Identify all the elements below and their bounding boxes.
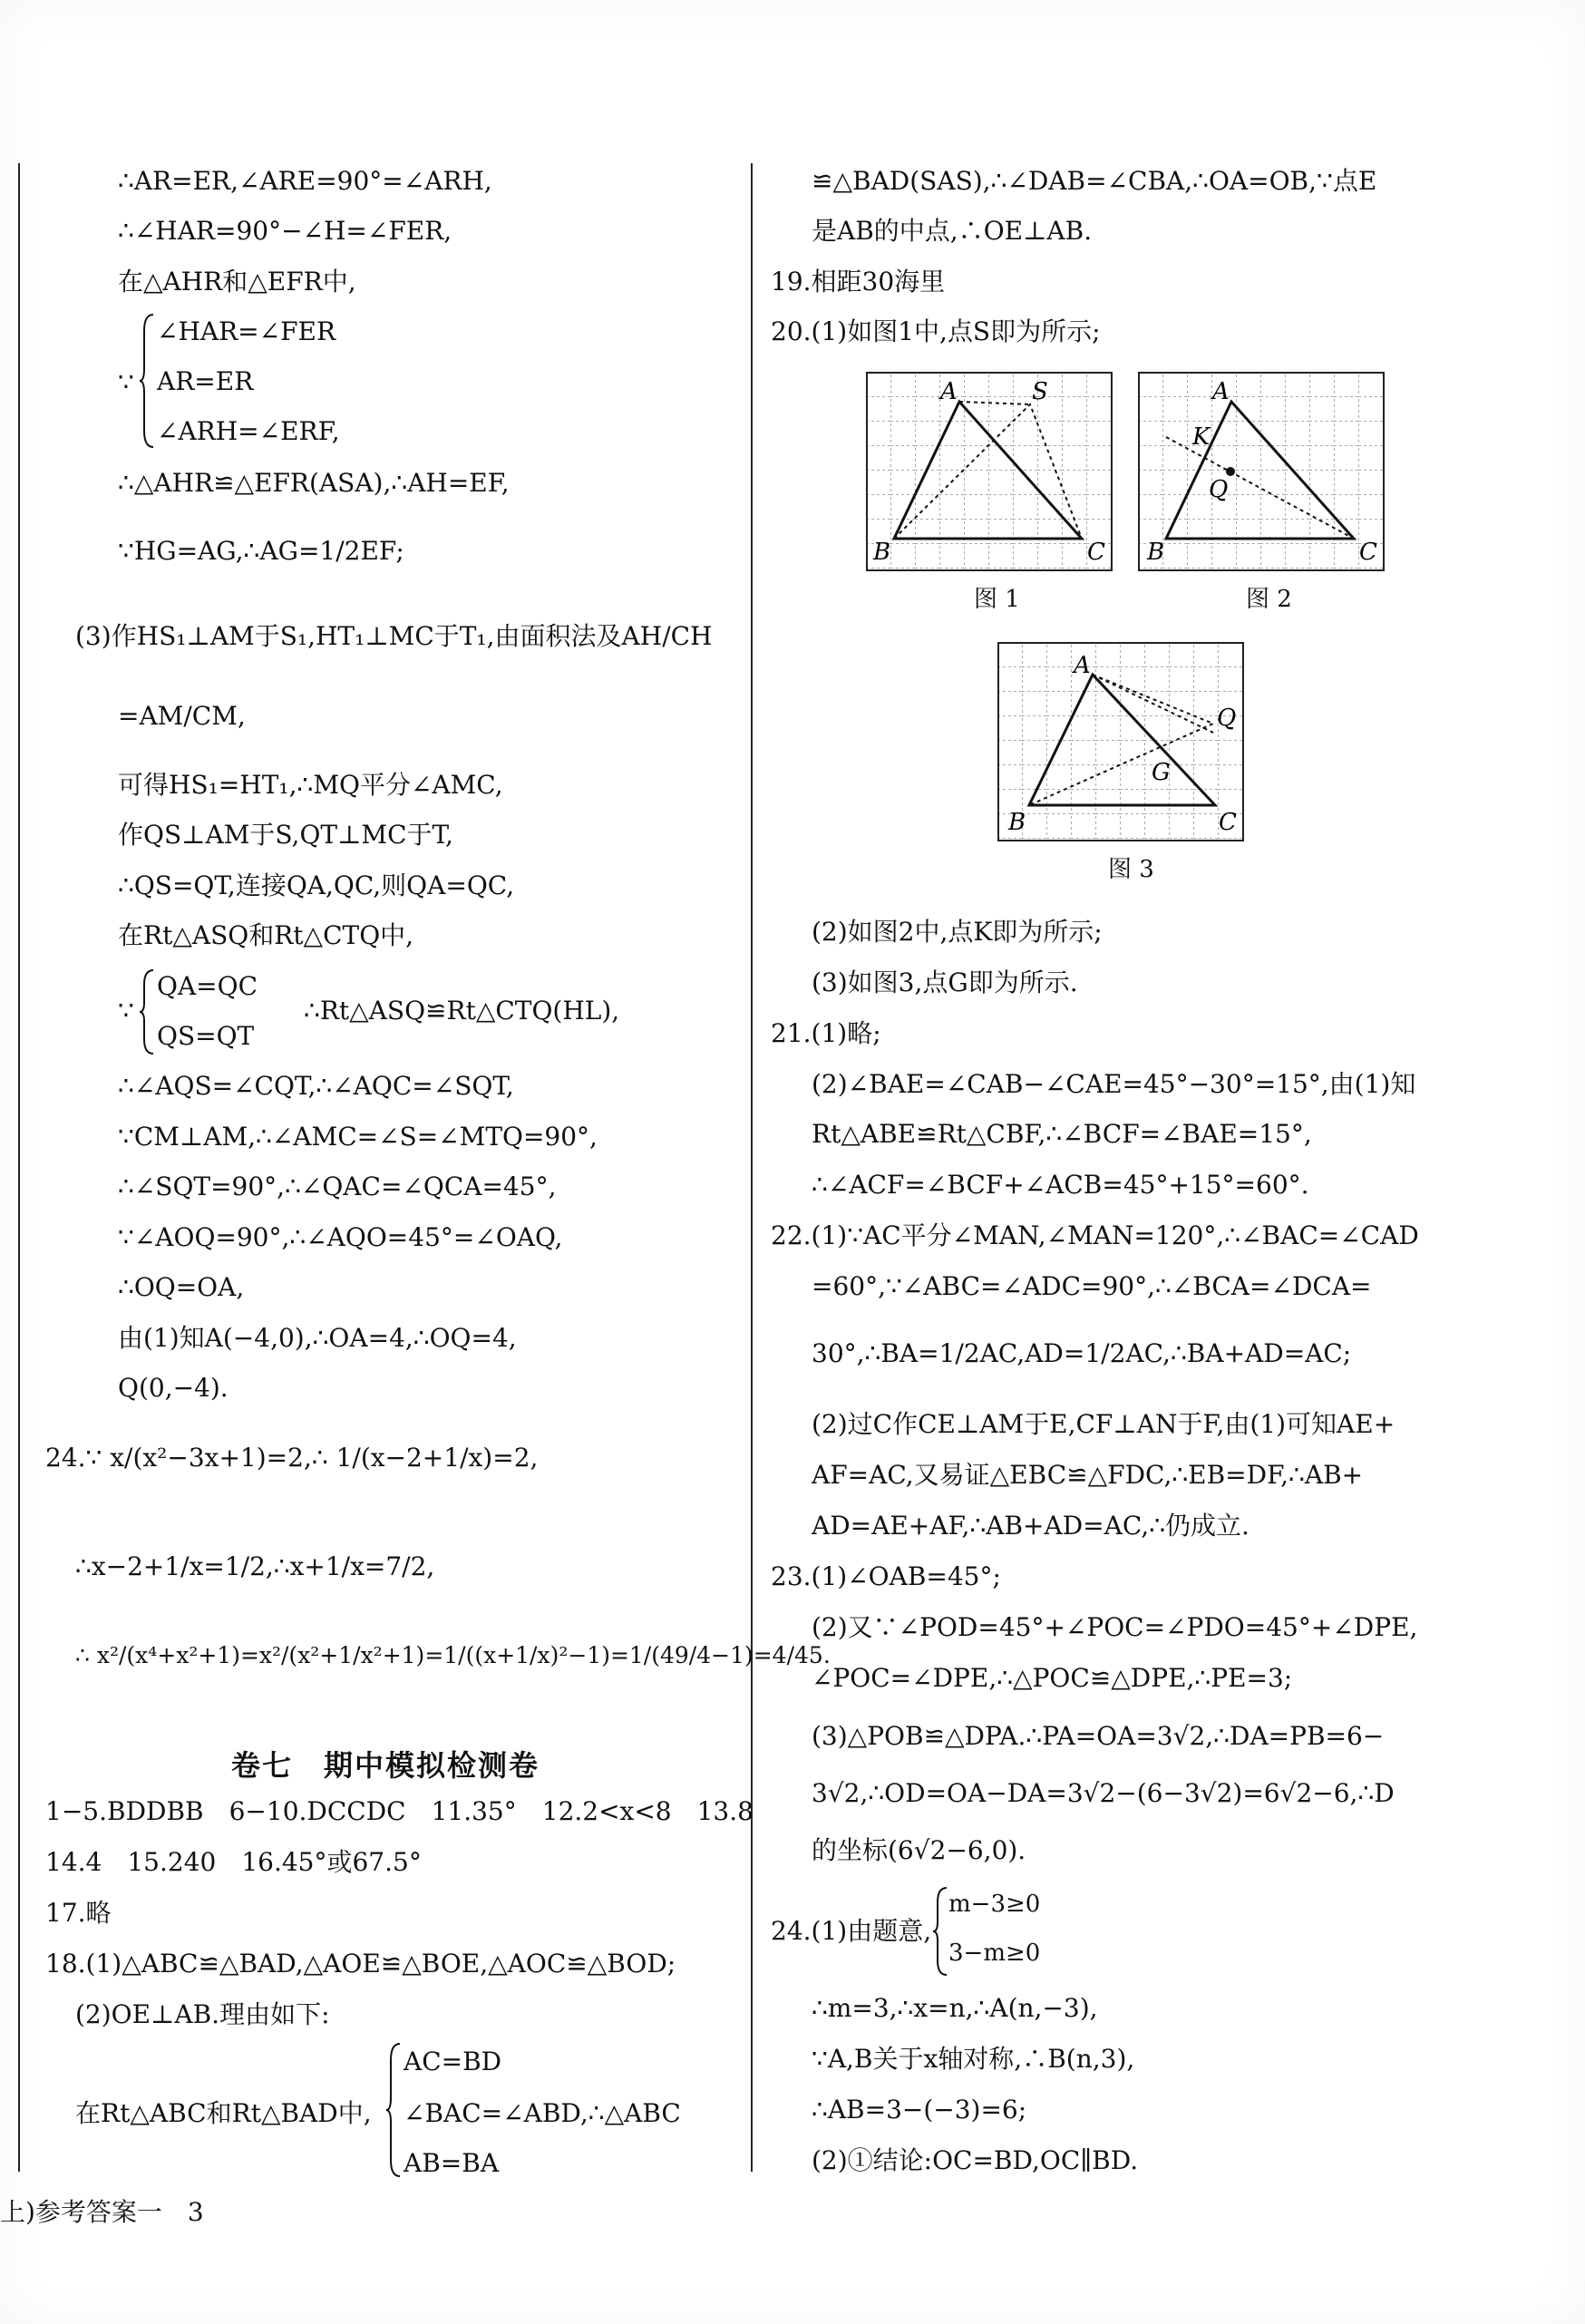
solution-line: (2)①结论:OC=BD,OC∥BD. <box>812 2145 1139 2175</box>
point-label-q: Q <box>1217 705 1237 732</box>
point-label-b: B <box>873 539 891 566</box>
point-label-a: A <box>940 378 958 405</box>
solution-line: ∵HG=AG,∴AG=1/2EF; <box>118 536 404 566</box>
solution-line: (2)过C作CE⊥AM于E,CF⊥AN于F,由(1)可知AE+ <box>812 1409 1395 1439</box>
solution-line: 的坐标(6√2−6,0). <box>812 1835 1026 1865</box>
solution-line: ≌△BAD(SAS),∴∠DAB=∠CBA,∴OA=OB,∵点E <box>812 166 1377 196</box>
solution-line: ∴OQ=OA, <box>118 1272 245 1302</box>
question-24-line: ∴ x²/(x⁴+x²+1)=x²/(x²+1/x²+1)=1/((x+1/x)²−1)=1/(49/4−1)=4/45. <box>75 1642 831 1668</box>
answer-line: (2)OE⊥AB.理由如下: <box>75 1999 330 2029</box>
solution-line: (2)又∵∠POD=45°+∠POC=∠PDO=45°+∠DPE, <box>812 1612 1418 1642</box>
system-equation: 3−m≥0 <box>948 1940 1041 1967</box>
answer-line: 在Rt△ABC和Rt△BAD中, <box>75 2098 372 2128</box>
point-label-a: A <box>1212 378 1230 405</box>
solution-line: ∴Rt△ASQ≌Rt△CTQ(HL), <box>304 996 620 1026</box>
solution-line: ∴△AHR≌△EFR(ASA),∴AH=EF, <box>118 468 510 498</box>
solution-line: Rt△ABE≌Rt△CBF,∴∠BCF=∠BAE=15°, <box>812 1119 1312 1149</box>
system-brace <box>932 1886 948 1977</box>
solution-line: ∴∠AQS=∠CQT,∴∠AQC=∠SQT, <box>118 1071 514 1101</box>
system-brace <box>139 313 155 449</box>
system-equation: ∠ARH=∠ERF, <box>157 416 340 446</box>
answer-line: 1−5.BDDBB 6−10.DCCDC 11.35° 12.2<x<8 13.8 <box>45 1796 754 1826</box>
point-label-c: C <box>1219 809 1237 836</box>
solution-line: 30°,∴BA=1/2AC,AD=1/2AC,∴BA+AD=AC; <box>812 1338 1352 1368</box>
point-label-c: C <box>1359 539 1377 566</box>
system-equation: QS=QT <box>157 1021 255 1051</box>
solution-line: ∵∠AOQ=90°,∴∠AQO=45°=∠OAQ, <box>118 1222 563 1252</box>
solution-line: 由(1)知A(−4,0),∴OA=4,∴OQ=4, <box>118 1323 517 1353</box>
section-title: 卷七 期中模拟检测卷 <box>231 1748 540 1783</box>
system-equation: AB=BA <box>404 2148 500 2178</box>
solution-line: ∴∠SQT=90°,∴∠QAC=∠QCA=45°, <box>118 1172 557 1201</box>
system-brace <box>385 2042 402 2178</box>
solution-line: ∴AR=ER,∠ARE=90°=∠ARH, <box>118 166 492 196</box>
solution-line: ∴∠HAR=90°−∠H=∠FER, <box>118 216 452 246</box>
answer-line: 23.(1)∠OAB=45°; <box>771 1561 1001 1591</box>
solution-line: ∴∠ACF=∠BCF+∠ACB=45°+15°=60°. <box>812 1170 1309 1200</box>
solution-line: ∴m=3,∴x=n,∴A(n,−3), <box>812 1993 1098 2023</box>
answer-line: 18.(1)△ABC≌△BAD,△AOE≌△BOE,△AOC≌△BOD; <box>45 1949 676 1979</box>
left-margin-rule <box>18 163 20 2172</box>
point-label-a: A <box>1074 652 1091 679</box>
point-q-dot <box>1226 467 1235 476</box>
solution-line: (2)∠BAE=∠CAB−∠CAE=45°−30°=15°,由(1)知 <box>812 1069 1416 1099</box>
answer-line: 21.(1)略; <box>771 1018 881 1048</box>
point-label-c: C <box>1087 539 1105 566</box>
point-label-q: Q <box>1209 476 1229 503</box>
point-label-k: K <box>1192 423 1211 451</box>
solution-line: AF=AC,又易证△EBC≌△FDC,∴EB=DF,∴AB+ <box>812 1460 1364 1490</box>
figure-caption: 图 1 <box>974 586 1020 613</box>
solution-line: ∴AB=3−(−3)=6; <box>812 2095 1027 2125</box>
solution-line: 在Rt△ASQ和Rt△CTQ中, <box>118 920 414 950</box>
system-equation: AC=BD <box>404 2047 502 2076</box>
because-symbol: ∵ <box>118 367 134 397</box>
solution-line: 在△AHR和△EFR中, <box>118 267 356 297</box>
answer-line: 19.相距30海里 <box>771 267 946 297</box>
point-label-b: B <box>1147 539 1165 566</box>
point-label-s: S <box>1032 378 1048 405</box>
point-label-g: G <box>1152 759 1171 786</box>
figure-2-grid <box>1138 372 1385 571</box>
solution-line: 作QS⊥AM于S,QT⊥MC于T, <box>118 820 453 850</box>
question-24-line: ∴x−2+1/x=1/2,∴x+1/x=7/2, <box>75 1551 435 1581</box>
figure-caption: 图 3 <box>1108 856 1154 883</box>
figure-caption: 图 2 <box>1246 586 1292 613</box>
solution-line: AD=AE+AF,∴AB+AD=AC,∴仍成立. <box>812 1511 1250 1541</box>
answer-line: 22.(1)∵AC平分∠MAN,∠MAN=120°,∴∠BAC=∠CAD <box>771 1220 1419 1250</box>
figure-1-grid <box>866 372 1113 571</box>
system-brace <box>139 968 155 1055</box>
solution-line: (3)作HS₁⊥AM于S₁,HT₁⊥MC于T₁,由面积法及AH/CH <box>75 621 713 651</box>
solution-line: ∠POC=∠DPE,∴△POC≌△DPE,∴PE=3; <box>812 1663 1293 1693</box>
solution-line: 3√2,∴OD=OA−DA=3√2−(6−3√2)=6√2−6,∴D <box>812 1778 1395 1808</box>
point-label-b: B <box>1008 809 1026 836</box>
solution-line: =AM/CM, <box>118 701 246 731</box>
answer-line: 14.4 15.240 16.45°或67.5° <box>45 1847 422 1877</box>
solution-line: 可得HS₁=HT₁,∴MQ平分∠AMC, <box>118 770 503 800</box>
system-equation: QA=QC <box>157 971 258 1001</box>
question-24-line: 24.∵ x/(x²−3x+1)=2,∴ 1/(x−2+1/x)=2, <box>45 1443 539 1473</box>
solution-line: Q(0,−4). <box>118 1373 229 1403</box>
system-equation: ∠BAC=∠ABD,∴△ABC <box>404 2098 681 2128</box>
figure-3-grid <box>997 642 1244 841</box>
solution-line: ∴QS=QT,连接QA,QC,则QA=QC, <box>118 870 515 900</box>
solution-line: 是AB的中点,∴OE⊥AB. <box>812 216 1093 246</box>
center-column-rule <box>751 163 753 2172</box>
solution-line: (2)如图2中,点K即为所示; <box>812 917 1103 947</box>
answer-line: 17.略 <box>45 1898 112 1928</box>
answer-line: 24.(1)由题意, <box>771 1916 932 1946</box>
solution-line: =60°,∵∠ABC=∠ADC=90°,∴∠BCA=∠DCA= <box>812 1271 1372 1301</box>
solution-line: (3)如图3,点G即为所示. <box>812 968 1078 997</box>
answer-line: 20.(1)如图1中,点S即为所示; <box>771 316 1101 346</box>
solution-line: ∵CM⊥AM,∴∠AMC=∠S=∠MTQ=90°, <box>118 1122 598 1152</box>
system-equation: AR=ER <box>157 366 254 396</box>
because-symbol: ∵ <box>118 996 134 1026</box>
system-equation: m−3≥0 <box>948 1891 1041 1918</box>
solution-line: ∵A,B关于x轴对称,∴B(n,3), <box>812 2044 1135 2074</box>
system-equation: ∠HAR=∠FER <box>157 316 336 346</box>
page-footer: 上)参考答案一 3 <box>0 2197 204 2227</box>
solution-line: (3)△POB≌△DPA.∴PA=OA=3√2,∴DA=PB=6− <box>812 1721 1385 1751</box>
